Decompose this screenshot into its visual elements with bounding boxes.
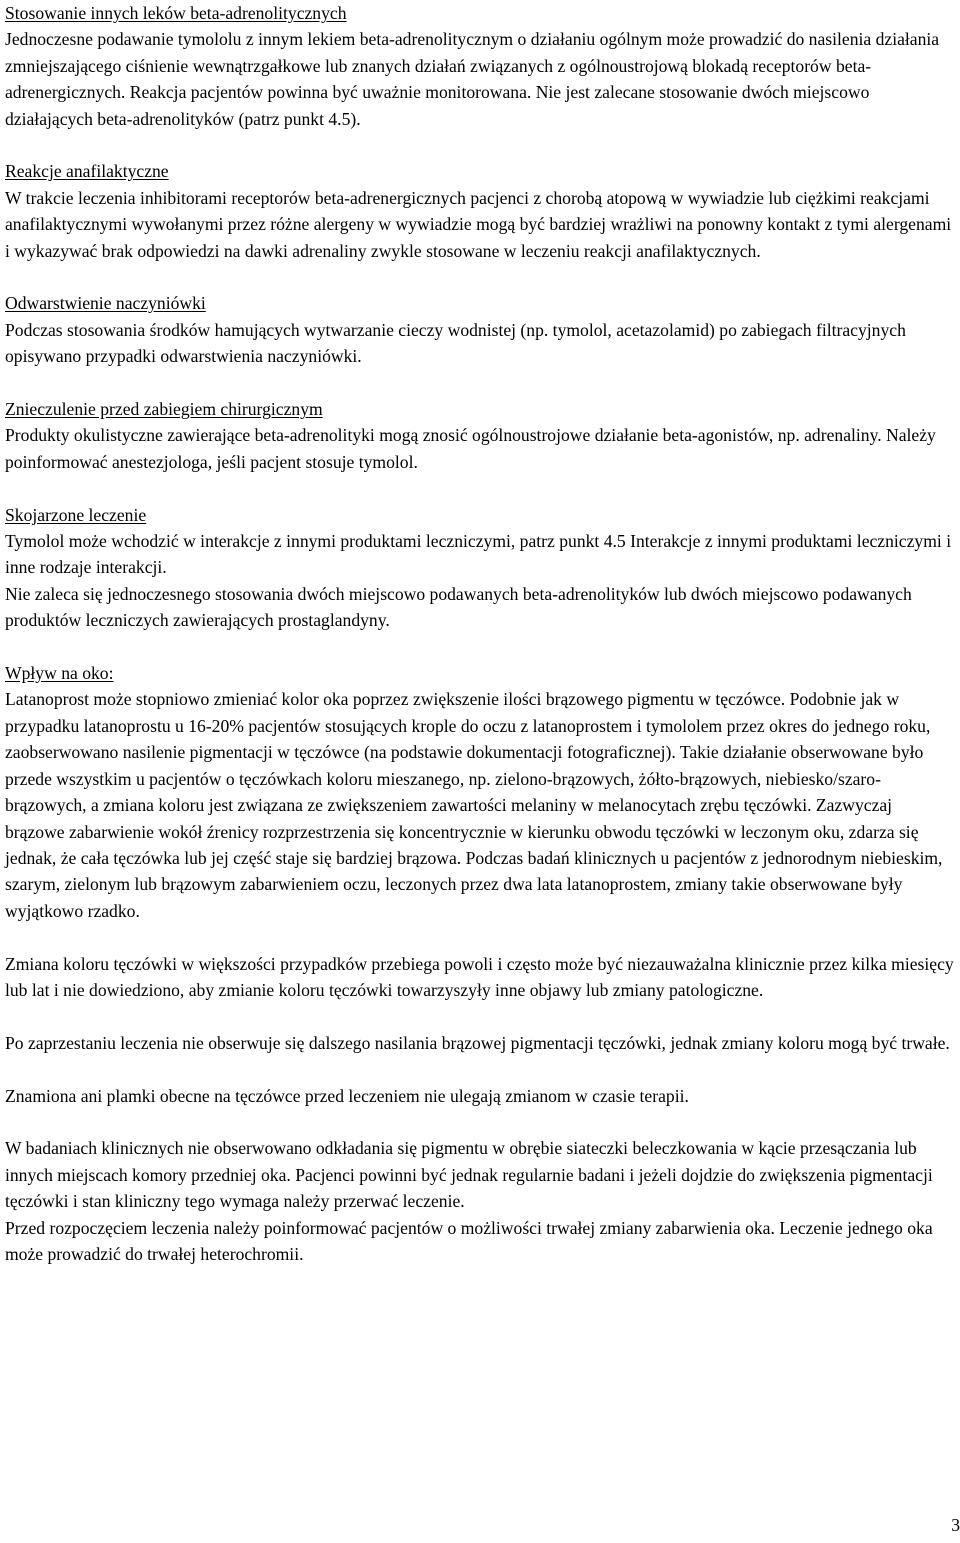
section-trabecular-meshwork [5,1135,955,1267]
section-beta-blockers [5,0,955,132]
section-heading: Stosowanie innych leków beta-adrenolitycznych [5,3,347,23]
section-after-discontinuation [5,1030,955,1056]
page-number: 3 [951,1515,960,1535]
section-eye-effects [5,660,955,924]
paragraph: Latanoprost może stopniowo zmieniać kolor oka poprzez zwiększenie ilości brązowego pigmentu w tęczówce. Podobnie jak w przypadku latanoprostu u 16-20% pacjentów stosujących krople do oczu z latanoprostem i tymololem przez okres do jednego roku, zaobserwowano nasilenie pigmentacji w tęczówce (na podstawie dokumentacji fotograficznej). Takie działanie obserwowane było przede wszystkim u pacjentów o tęczówkach koloru mieszanego, np. zielono-brązowych, żółto-brązowych, niebiesko/szaro-brązowych, a zmiana koloru jest związana ze zwiększeniem zawartości melaniny w melanocytach zrębu tęczówki. Zazwyczaj brązowe zabarwienie wokół źrenicy rozprzestrzenia się koncentrycznie w kierunku obwodu tęczówki w leczonym oku, zdarza się jednak, że cała tęczówka lub jej część staje się bardziej brązowa. Podczas badań klinicznych u pacjentów z jednorodnym niebieskim, szarym, zielonym lub brązowym zabarwieniem oczu, leczonych przez dwa lata latanoprostem, zmiany takie obserwowane były wyjątkowo rzadko. [5,689,943,921]
paragraph: Jednoczesne podawanie tymololu z innym lekiem beta-adrenolitycznym o działaniu ogólnym może prowadzić do nasilenia działania zmniejszającego ciśnienie wewnątrzgałkowe lub znanych działań związanych z ogólnoustrojową blokadą receptorów beta-adrenergicznych. Reakcja pacjentów powinna być uważnie monitorowana. Nie jest zalecane stosowanie dwóch miejscowo działających beta-adrenolityków (patrz punkt 4.5). [5,29,940,129]
section-combined-treatment [5,502,955,634]
section-spacer [5,1003,955,1029]
section-spacer [5,132,955,158]
section-iris-color-change [5,951,955,1004]
section-heading: Odwarstwienie naczyniówki [5,293,206,314]
section-anaphylaxis [5,158,955,264]
section-spacer [5,475,955,501]
section-spacer [5,264,955,290]
section-heading: Wpływ na oko: [5,663,114,684]
section-spacer [5,1056,955,1082]
paragraph: Po zaprzestaniu leczenia nie obserwuje się dalszego nasilania brązowej pigmentacji tęczówki, jednak zmiany koloru mogą być trwałe. [5,1032,950,1053]
section-choroidal-detachment [5,290,955,369]
paragraph: Znamiona ani plamki obecne na tęczówce przed leczeniem nie ulegają zmianom w czasie terapii. [5,1085,689,1106]
section-spacer [5,370,955,396]
section-spacer [5,634,955,660]
section-anesthesia [5,396,955,475]
paragraph: Przed rozpoczęciem leczenia należy poinformować pacjentów o możliwości trwałej zmiany zabarwienia oka. Leczenie jednego oka może prowadzić do trwałej heterochromii. [5,1217,933,1264]
section-spacer [5,924,955,950]
paragraph: Zmiana koloru tęczówki w większości przypadków przebiega powoli i często może być niezauważalna klinicznie przez kilka miesięcy lub lat i nie dowiedziono, aby zmianie koloru tęczówki towarzyszyły inne objawy lub zmiany patologiczne. [5,953,954,1000]
section-nevi [5,1083,955,1109]
paragraph: W badaniach klinicznych nie obserwowano odkładania się pigmentu w obrębie siateczki beleczkowania w kącie przesączania lub innych miejscach komory przedniej oka. Pacjenci powinni być jednak regularnie badani i jeżeli dojdzie do zwiększenia pigmentacji tęczówki i stan kliniczny tego wymaga należy przerwać leczenie. [5,1138,933,1212]
paragraph: Nie zaleca się jednoczesnego stosowania dwóch miejscowo podawanych beta-adrenolityków lub dwóch miejscowo podawanych produktów leczniczych zawierających prostaglandyny. [5,583,912,631]
section-spacer [5,1109,955,1135]
paragraph: Produkty okulistyczne zawierające beta-adrenolityki mogą znosić ogólnoustrojowe działanie beta-agonistów, np. adrenaliny. Należy poinformować anestezjologa, jeśli pacjent stosuje tymolol. [5,425,936,472]
paragraph: Podczas stosowania środków hamujących wytwarzanie cieczy wodnistej (np. tymolol, acetazolamid) po zabiegach filtracyjnych opisywano przypadki odwarstwienia naczyniówki. [5,319,906,367]
paragraph: Tymolol może wchodzić w interakcje z innymi produktami leczniczymi, patrz punkt 4.5 Interakcje z innymi produktami leczniczymi i inne rodzaje interakcji. [5,531,952,578]
section-heading: Skojarzone leczenie [5,504,147,525]
section-heading: Znieczulenie przed zabiegiem chirurgicznym [5,399,323,420]
paragraph: W trakcie leczenia inhibitorami receptorów beta-adrenergicznych pacjenci z chorobą atopową w wywiadzie lub ciężkimi reakcjami anafilaktycznymi wywołanymi przez różne alergeny w wywiadzie mogą być bardziej wrażliwi na ponowny kontakt z tymi alergenami i wykazywać brak odpowiedzi na dawki adrenaliny zwykle stosowane w leczeniu reakcji anafilaktycznych. [5,187,952,261]
section-heading: Reakcje anafilaktyczne [5,161,169,182]
document-page [5,0,955,1267]
